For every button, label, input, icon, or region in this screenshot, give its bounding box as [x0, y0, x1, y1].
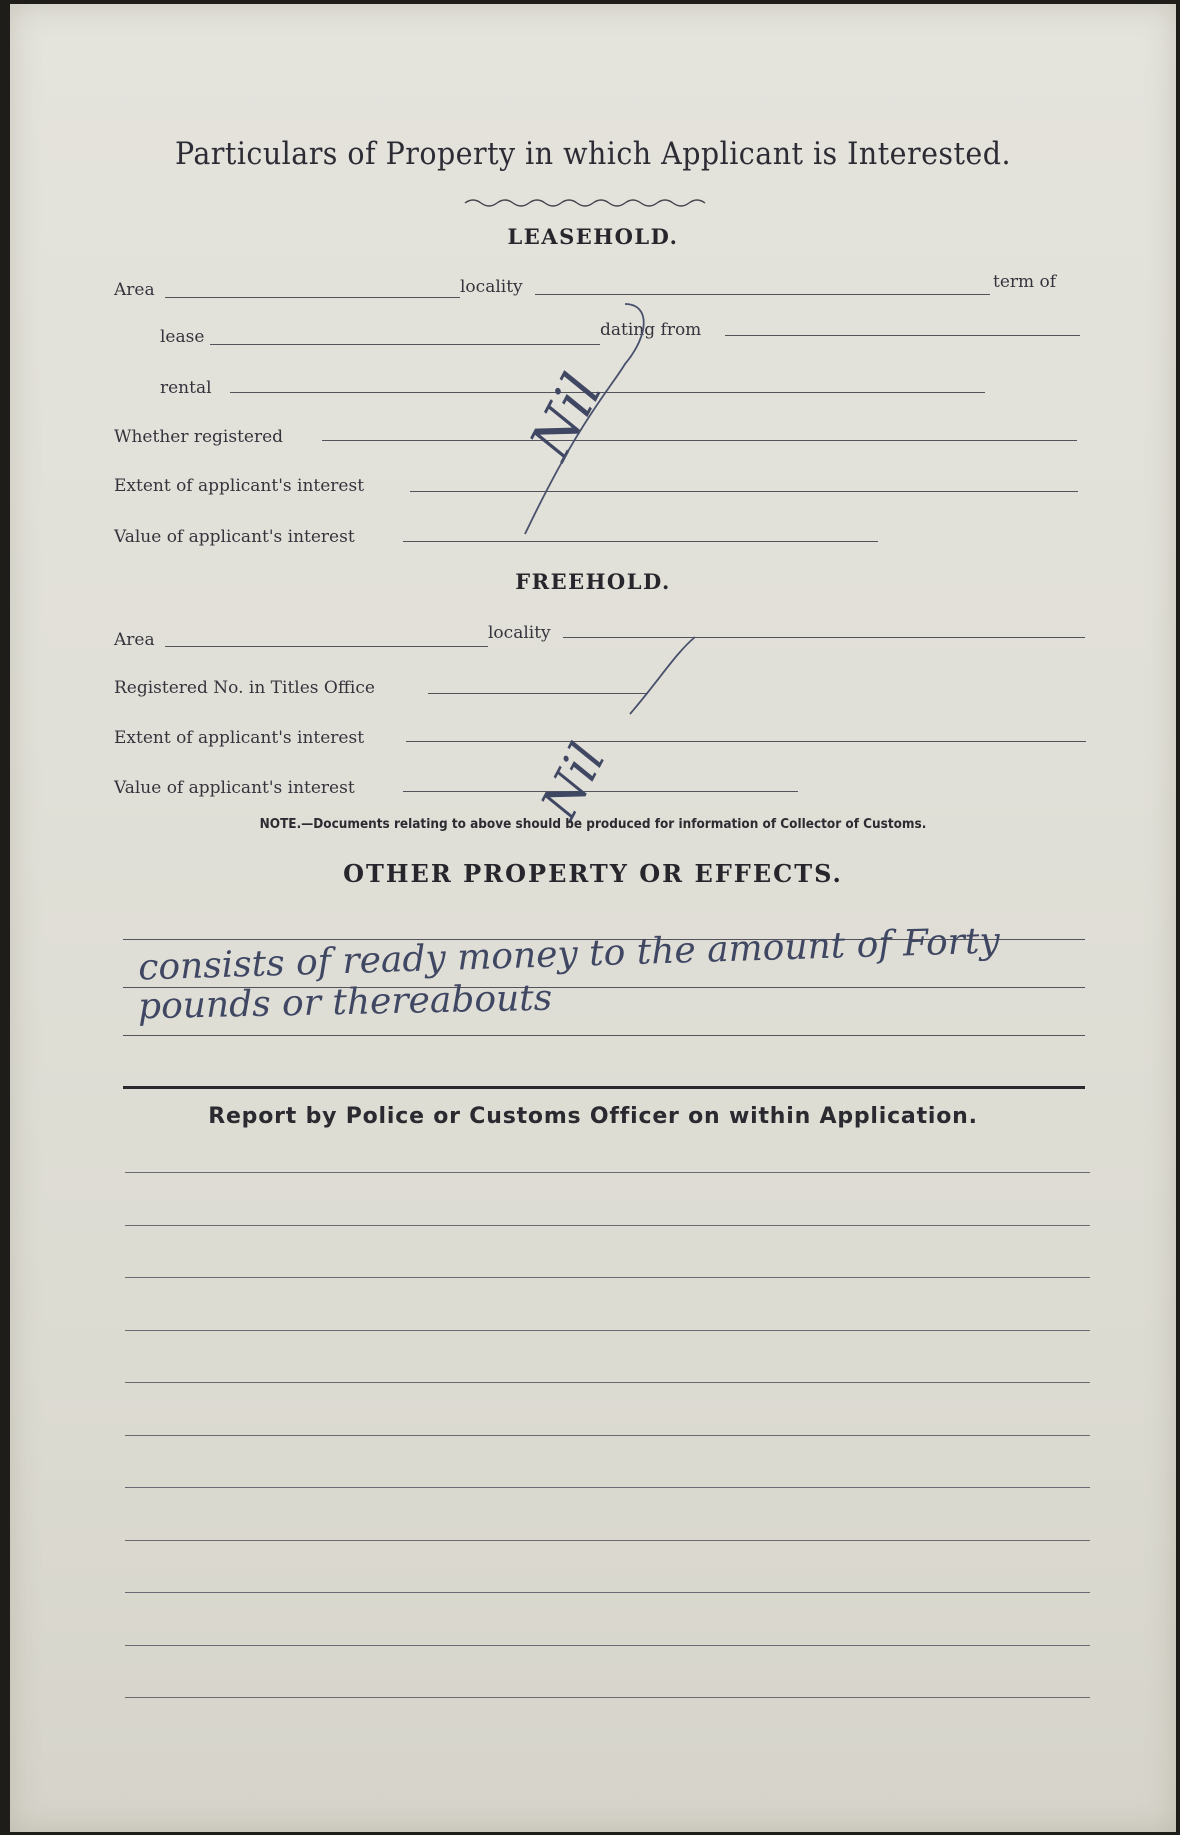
lease-registered-label: Whether registered	[114, 427, 284, 447]
lease-handwritten-nil: Nil	[518, 364, 616, 470]
lease-value-label: Value of applicant's interest	[114, 527, 355, 547]
section-divider	[123, 1086, 1085, 1089]
lease-locality-label: locality	[460, 277, 523, 297]
report-line	[125, 1330, 1090, 1331]
lease-dating-from-label: dating from	[600, 320, 702, 340]
lease-area-label: Area	[114, 280, 155, 300]
report-line	[125, 1172, 1090, 1173]
lease-extent-label: Extent of applicant's interest	[114, 476, 365, 496]
free-regno-label: Registered No. in Titles Office	[114, 678, 375, 698]
lease-rental-label: rental	[160, 378, 212, 398]
other-handwritten-line-1: consists of ready money to the amount of Forty	[137, 920, 1001, 989]
report-line	[125, 1487, 1090, 1488]
report-line	[125, 1645, 1090, 1646]
report-line	[125, 1435, 1090, 1436]
report-line	[125, 1540, 1090, 1541]
report-heading: Report by Police or Customs Officer on within Application.	[208, 1104, 978, 1129]
free-handwritten-nil: Nil	[530, 734, 617, 829]
free-extent-label: Extent of applicant's interest	[114, 728, 365, 748]
free-area-label: Area	[114, 630, 155, 650]
freehold-heading: FREEHOLD.	[515, 569, 671, 594]
report-line	[125, 1382, 1090, 1383]
free-cancel-stroke	[10, 4, 1176, 1832]
page-title: Particulars of Property in which Applicant is Interested.	[174, 136, 1012, 172]
leasehold-heading: LEASEHOLD.	[507, 224, 679, 249]
lease-lease-label: lease	[160, 327, 205, 347]
report-line	[125, 1277, 1090, 1278]
lease-term-of-label: term of	[993, 272, 1057, 292]
free-locality-label: locality	[488, 623, 551, 643]
other-handwritten-line-2: pounds or thereabouts	[137, 977, 553, 1028]
other-heading: OTHER PROPERTY OR EFFECTS.	[343, 859, 843, 888]
free-value-label: Value of applicant's interest	[114, 778, 355, 798]
report-line	[125, 1592, 1090, 1593]
note-text: NOTE.—Documents relating to above should be produced for information of Collector of Customs.	[259, 817, 927, 832]
report-line	[125, 1225, 1090, 1226]
form-page	[10, 4, 1176, 1832]
report-line	[125, 1697, 1090, 1698]
other-line-3	[123, 1035, 1085, 1036]
